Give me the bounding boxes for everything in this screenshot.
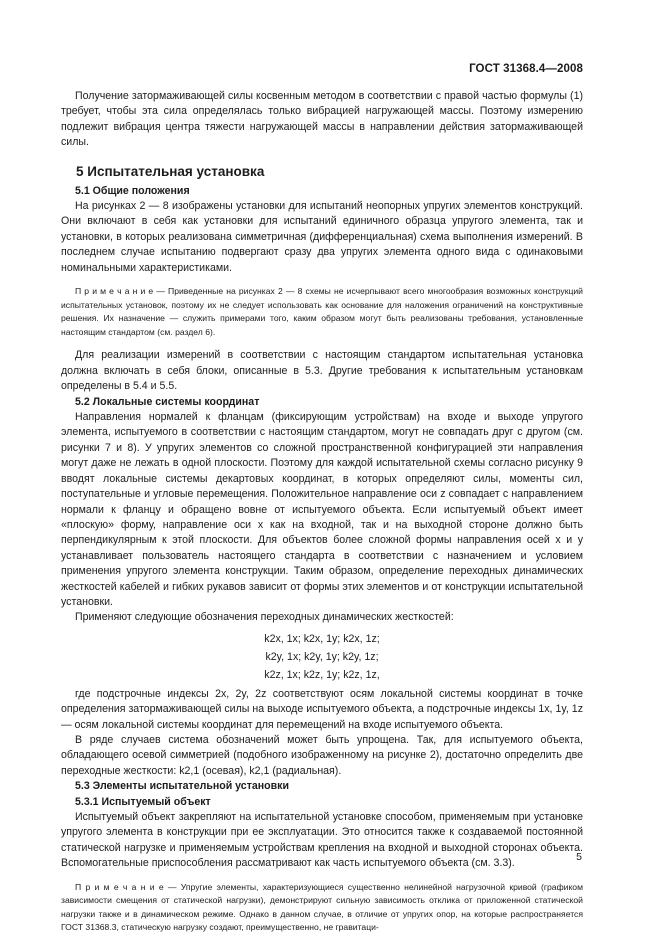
section-5-3-1-heading: 5.3.1 Испытуемый объект	[75, 795, 211, 808]
section-5-1-heading: 5.1 Общие положения	[75, 184, 190, 197]
paragraph-notation: Применяют следующие обозначения переходных динамических жесткостей:	[75, 611, 454, 624]
section-5-heading: 5 Испытательная установка	[76, 163, 265, 179]
paragraph-figures: На рисунках 2 — 8 изображены установки для испытаний неопорных упругих элементов конструкций. Они включают в себя как установки для испытаний единичного образца упругого элемента, так и установки, в которых реализована симметричная (дифференциальная) схема выполнения измерений. В последнем случае испытанию подвергают сразу два упругих элемента одного вида с одинаковыми номинальными характеристиками.	[61, 200, 583, 274]
paragraph-simplification: В ряде случаев система обозначений может быть упрощена. Так, для испытуемого объекта, обладающего осевой симметрией (подобного изображенному на рисунке 2), достаточно определить две переходные жесткости: k2,1 (осевая), k2,1 (радиальная).	[61, 733, 583, 777]
formula-line-1: k2x, 1x; k2x, 1y; k2x, 1z;	[264, 632, 380, 645]
note-1: П р и м е ч а н и е — Приведенные на рисунках 2 — 8 схемы не исчерпывают всего многообразия возможных конструкций испытательных установок, поэтому их не следует использовать как основание для наложения ограничений на конструктивные решения. Их назначение — служить примерами того, каким образом могут быть реализованы требования, установленные настоящим стандартом (см. раздел 6).	[61, 286, 583, 337]
page-number: 5	[576, 851, 582, 863]
note-2: П р и м е ч а н и е — Упругие элементы, характеризующиеся существенно нелинейной нагрузочной кривой (графиком зависимости смещения от статической нагрузки), демонстрируют сильную зависимость отклика от приложенной статической нагрузки также и в динамическом режиме. Однако в данном случае, в отличие от упругих опор, на которые распространяется ГОСТ 31368.3, статическую нагрузку создают, преимущественно, не гравитаци-	[61, 881, 583, 933]
formula-line-2: k2y, 1x; k2y, 1y; k2y, 1z;	[265, 650, 379, 663]
paragraph-indices: где подстрочные индексы 2x, 2y, 2z соответствуют осям локальной системы координат в точке определения затормаживающей силы на выходе испытуемого объекта, а подстрочные индексы 1x, 1y, 1z — осям локальной системы координат для перемещений на входе испытуемого объекта.	[61, 687, 583, 731]
document-header: ГОСТ 31368.4—2008	[469, 63, 583, 75]
stiffness-formulas	[61, 630, 583, 684]
paragraph-intro: Получение затормаживающей силы косвенным методом в соответствии с правой частью формулы (1) требует, чтобы эта сила определялась только вибрацией нагружающей массы. Поэтому измерению подлежит вибрация центра тяжести нагружающей массы в направлении действия затормаживающей силы.	[61, 90, 583, 149]
section-5-3-heading: 5.3 Элементы испытательной установки	[75, 780, 289, 793]
page-content	[61, 89, 583, 935]
section-5-2-heading: 5.2 Локальные системы координат	[75, 395, 260, 408]
paragraph-coordinates: Направления нормалей к фланцам (фиксирующим устройствам) на входе и выходе упругого элемента, испытуемого в соответствии с настоящим стандартом, могут не совпадать друг с другом (см. рисунки 7 и 8). У упругих элементов со сложной пространственной конфигурацией эти направления могут даже не лежать в одной плоскости. Поэтому для каждой испытательной схемы согласно рисунку 9 вводят локальные системы декартовых координат, в которых определяют силы, моменты сил, поступательные и угловые перемещения. Положительное направление оси z совпадает с направлением нормали к фланцу и обращено вовне от испытуемого объекта. Если испытуемый объект имеет «плоскую» форму, направление оси x как на входной, так и на выходной стороне должно быть перпендикулярным к этой плоскости. Для объектов более сложной формы направления осей x и y устанавливает пользователь настоящего стандарта в соответствии с назначением и условием применения упругого элемента конструкции. Таким образом, определение переходных динамических жесткостей кабелей и гибких рукавов зависит от формы этих элементов и от конструкции испытательной установки.	[61, 411, 583, 608]
formula-line-3: k2z, 1x; k2z, 1y; k2z, 1z,	[264, 668, 380, 681]
paragraph-requirements: Для реализации измерений в соответствии с настоящим стандартом испытательная установка должна включать в себя блоки, описанные в 5.3. Другие требования к испытательным установкам определены в 5.4 и 5.5.	[61, 349, 583, 393]
paragraph-test-object: Испытуемый объект закрепляют на испытательной установке способом, применяемым при установке упругого элемента в конструкции при ее эксплуатации. Это относится также к создаваемой постоянной статической нагрузке и применяемым устройствам крепления на входной и выходной сторонах объекта. Вспомогательные приспособления рассматривают как часть испытуемого объекта (см. 3.3).	[61, 811, 583, 870]
